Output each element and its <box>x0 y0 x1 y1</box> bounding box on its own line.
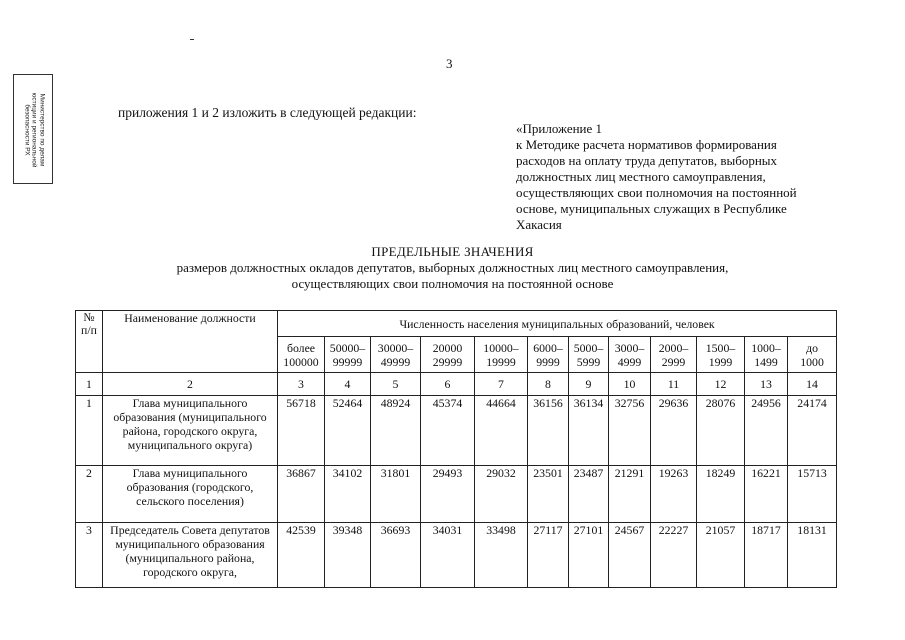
table-row <box>76 466 837 523</box>
salary-value: 21057 <box>697 523 745 588</box>
row-number: 3 <box>76 523 103 588</box>
position-name: Председатель Совета депутатов муниципального образования (муниципального района, городского округа, <box>103 523 278 588</box>
column-number: 10 <box>609 373 651 396</box>
salary-value: 31801 <box>371 466 421 523</box>
row-number: 1 <box>76 396 103 466</box>
col-header-text: № <box>83 310 95 324</box>
registration-stamp <box>13 74 53 184</box>
column-number: 2 <box>103 373 278 396</box>
appendix-line: расходов на оплату труда депутатов, выборных <box>516 153 778 168</box>
salary-value: 34031 <box>421 523 475 588</box>
table-row <box>76 523 837 588</box>
col-header-range: 10000– 19999 <box>475 337 528 373</box>
stamp-text <box>23 78 46 182</box>
column-number: 13 <box>745 373 788 396</box>
salary-value: 29493 <box>421 466 475 523</box>
column-number: 6 <box>421 373 475 396</box>
col-header-range: 3000– 4999 <box>609 337 651 373</box>
page-number: 3 <box>446 56 453 71</box>
column-number: 9 <box>569 373 609 396</box>
salary-value: 15713 <box>788 466 837 523</box>
salary-value: 36867 <box>278 466 325 523</box>
salary-value: 42539 <box>278 523 325 588</box>
column-number: 1 <box>76 373 103 396</box>
col-header-range: 20000 29999 <box>421 337 475 373</box>
col-header-range: 2000– 2999 <box>651 337 697 373</box>
table-row <box>76 396 837 466</box>
document-title <box>150 244 755 292</box>
scan-mark <box>190 39 194 40</box>
col-header-number <box>76 311 103 373</box>
title-subtitle-line: размеров должностных окладов депутатов, выборных должностных лиц местного самоуправления, <box>176 260 729 275</box>
column-number: 4 <box>325 373 371 396</box>
column-number: 7 <box>475 373 528 396</box>
salary-value: 29636 <box>651 396 697 466</box>
salary-value: 24174 <box>788 396 837 466</box>
appendix-line: Хакасия <box>516 217 562 232</box>
title-main: ПРЕДЕЛЬНЫЕ ЗНАЧЕНИЯ <box>371 244 534 259</box>
salary-value: 23501 <box>528 466 569 523</box>
salary-value: 23487 <box>569 466 609 523</box>
salary-value: 29032 <box>475 466 528 523</box>
column-number: 5 <box>371 373 421 396</box>
appendix-line: основе, муниципальных служащих в Республике <box>516 201 787 216</box>
col-header-range: 1000– 1499 <box>745 337 788 373</box>
salary-value: 45374 <box>421 396 475 466</box>
salary-value: 34102 <box>325 466 371 523</box>
salary-value: 36156 <box>528 396 569 466</box>
salary-value: 24567 <box>609 523 651 588</box>
salary-value: 22227 <box>651 523 697 588</box>
col-header-range: 1500– 1999 <box>697 337 745 373</box>
appendix-line: должностных лиц местного самоуправления, <box>516 169 766 184</box>
salary-value: 48924 <box>371 396 421 466</box>
col-header-range: более 100000 <box>278 337 325 373</box>
salary-value: 33498 <box>475 523 528 588</box>
col-header-range: 30000– 49999 <box>371 337 421 373</box>
col-header-range: 50000– 99999 <box>325 337 371 373</box>
col-header-range: 6000– 9999 <box>528 337 569 373</box>
salary-value: 36693 <box>371 523 421 588</box>
salary-value: 52464 <box>325 396 371 466</box>
salary-value: 56718 <box>278 396 325 466</box>
row-number: 2 <box>76 466 103 523</box>
salary-value: 28076 <box>697 396 745 466</box>
salary-value: 27117 <box>528 523 569 588</box>
salary-value: 27101 <box>569 523 609 588</box>
column-number: 8 <box>528 373 569 396</box>
col-header-population-group: Численность населения муниципальных образований, человек <box>278 311 837 337</box>
appendix-heading <box>516 121 836 233</box>
stamp-line: безопасности РХ <box>23 104 31 156</box>
column-number: 3 <box>278 373 325 396</box>
position-name: Глава муниципального образования (городского, сельского поселения) <box>103 466 278 523</box>
appendix-line: к Методике расчета нормативов формирования <box>516 137 777 152</box>
col-header-text: п/п <box>81 323 97 337</box>
appendix-line: осуществляющих свои полномочия на постоянной <box>516 185 797 200</box>
salary-value: 18131 <box>788 523 837 588</box>
salary-value: 32756 <box>609 396 651 466</box>
salary-value: 24956 <box>745 396 788 466</box>
salary-value: 18249 <box>697 466 745 523</box>
salary-value: 44664 <box>475 396 528 466</box>
salary-value: 21291 <box>609 466 651 523</box>
title-subtitle-line: осуществляющих свои полномочия на постоянной основе <box>291 276 614 291</box>
position-name: Глава муниципального образования (муниципального района, городского округа, муниципального округа) <box>103 396 278 466</box>
salary-value: 16221 <box>745 466 788 523</box>
table-header-row <box>76 311 837 337</box>
appendix-line: «Приложение 1 <box>516 121 603 136</box>
intro-text: приложения 1 и 2 изложить в следующей редакции: <box>118 105 417 120</box>
stamp-line: Министерство по делам <box>38 93 46 167</box>
salary-limits-table <box>75 310 837 588</box>
column-number: 11 <box>651 373 697 396</box>
salary-value: 39348 <box>325 523 371 588</box>
column-number: 14 <box>788 373 837 396</box>
stamp-line: юстиции и региональной <box>30 92 38 168</box>
salary-value: 18717 <box>745 523 788 588</box>
col-header-range: до 1000 <box>788 337 837 373</box>
column-number: 12 <box>697 373 745 396</box>
salary-value: 19263 <box>651 466 697 523</box>
salary-value: 36134 <box>569 396 609 466</box>
column-number-row <box>76 373 837 396</box>
col-header-position: Наименование должности <box>103 311 278 373</box>
col-header-range: 5000– 5999 <box>569 337 609 373</box>
